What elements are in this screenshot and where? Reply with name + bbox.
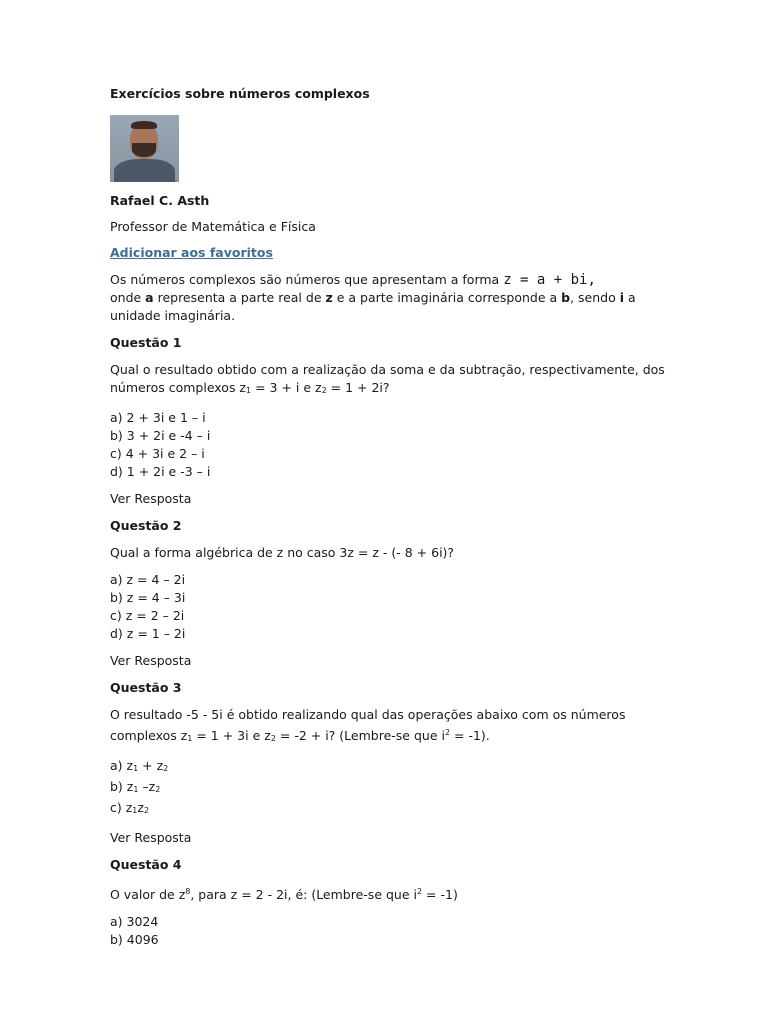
option: a) z = 4 – 2i (110, 572, 186, 587)
question-1-options (110, 409, 670, 481)
option: b) 3 + 2i e -4 – i (110, 428, 211, 443)
question-4-options (110, 913, 670, 949)
show-answer-2-button[interactable]: Ver Resposta (110, 653, 192, 668)
option: d) z = 1 – 2i (110, 626, 186, 641)
add-to-favorites-link[interactable]: Adicionar aos favoritos (110, 245, 273, 260)
question-1-heading: Questão 1 (110, 335, 182, 350)
option: c) 4 + 3i e 2 – i (110, 446, 205, 461)
page-title: Exercícios sobre números complexos (110, 86, 370, 101)
option: b) 4096 (110, 932, 159, 947)
option: a) 2 + 3i e 1 – i (110, 410, 206, 425)
question-1-text: Qual o resultado obtido com a realização da soma e da subtração, respectivamente, dos números complexos $z_1 = 3 + i$ e $z_2 = 1 + 2i$? (110, 362, 665, 395)
author-photo (110, 115, 179, 182)
question-4-text: O valor de $z^8$, para z = 2 - 2i, é: (Lembre-se que $i^2 = -1$) (110, 887, 458, 902)
author-name: Rafael C. Asth (110, 193, 210, 208)
question-2-text: Qual a forma algébrica de z no caso 3z = z - (- 8 + 6i)? (110, 545, 455, 560)
question-3-heading: Questão 3 (110, 680, 182, 695)
question-2-options (110, 571, 670, 643)
formula: z = a + bi, (503, 272, 596, 288)
article (110, 86, 670, 949)
question-2-heading: Questão 2 (110, 518, 182, 533)
photo-hair (131, 121, 157, 129)
option: c) $z_1z_2$ (110, 800, 150, 815)
question-3-text: O resultado -5 - 5i é obtido realizando qual das operações abaixo com os números complexos $z_1 = 1 + 3i$ e $z_2 = -2 + i$? (Lembre-se que $i^2 = -1$). (110, 707, 626, 743)
option: c) z = 2 – 2i (110, 608, 185, 623)
author-role: Professor de Matemática e Física (110, 219, 316, 234)
question-3-options (110, 757, 670, 820)
question-4-heading: Questão 4 (110, 857, 182, 872)
photo-beard (132, 143, 156, 157)
photo-shirt (114, 159, 175, 182)
option: a) $z_1 + z_2$ (110, 758, 169, 773)
option: d) 1 + 2i e -3 – i (110, 464, 211, 479)
option: b) $z_1$ $-z_2$ (110, 779, 161, 794)
show-answer-1-button[interactable]: Ver Resposta (110, 491, 192, 506)
option: b) z = 4 – 3i (110, 590, 186, 605)
show-answer-3-button[interactable]: Ver Resposta (110, 830, 192, 845)
option: a) 3024 (110, 914, 159, 929)
intro-paragraph: Os números complexos são números que apresentam a forma z = a + bi, onde a representa a parte real de z e a parte imaginária corresponde a b, sendo i a unidade imaginária. (110, 272, 636, 323)
